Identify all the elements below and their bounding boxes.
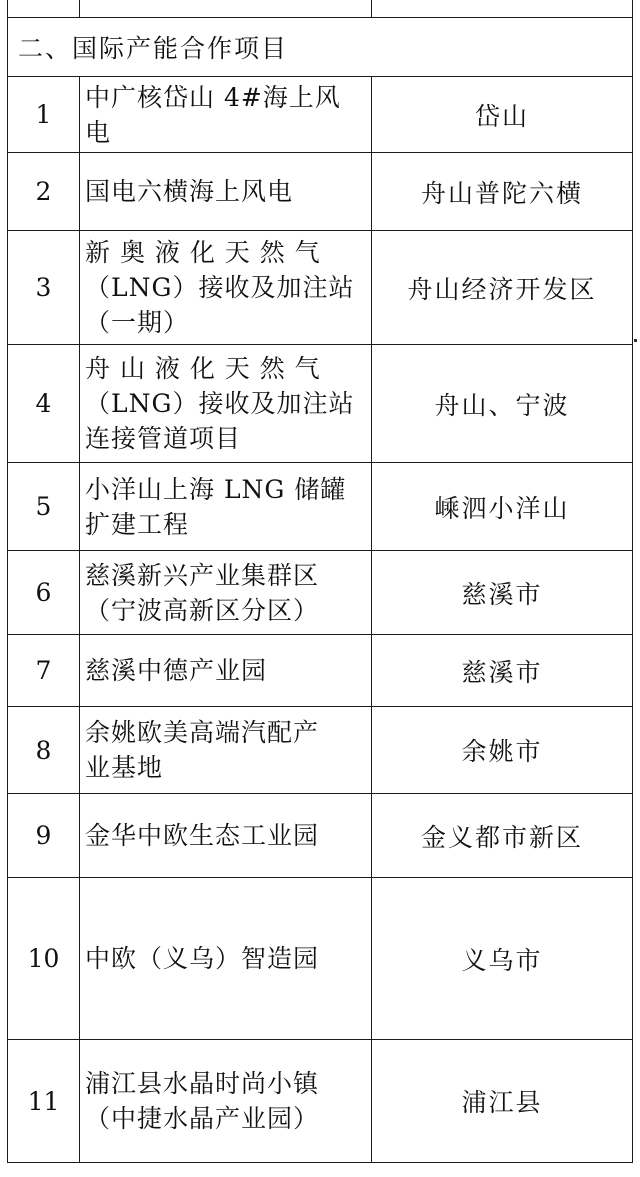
project-name (80, 551, 372, 635)
previous-section-row (8, 0, 633, 18)
table-cell (80, 0, 372, 18)
project-name-line: 浦江县水晶时尚小镇 (85, 1069, 320, 1098)
project-name-line: （LNG）接收及加注站 (85, 389, 355, 418)
table-cell (8, 0, 80, 18)
project-name-line: （一期） (85, 308, 190, 337)
project-name-line: （中捷水晶产业园） (85, 1104, 320, 1133)
project-name-line: 舟 山 液 化 天 然 气 (85, 354, 321, 383)
project-name (80, 878, 372, 1040)
section-header-row (8, 18, 633, 77)
project-location: 舟山经济开发区 (372, 231, 633, 345)
project-location: 慈溪市 (372, 635, 633, 707)
project-name-line: 小洋山上海 LNG 储罐 (85, 474, 347, 504)
project-name (80, 794, 372, 878)
table-row (8, 551, 633, 635)
project-name (80, 345, 372, 463)
project-location: 余姚市 (372, 707, 633, 794)
row-number: 10 (8, 878, 80, 1040)
table-cell (372, 0, 633, 18)
table-row (8, 77, 633, 153)
row-number: 1 (8, 77, 80, 153)
table-row (8, 153, 633, 231)
table-row (8, 878, 633, 1040)
project-name (80, 77, 372, 153)
project-name-line: （LNG）接收及加注站 (85, 273, 355, 302)
row-number: 3 (8, 231, 80, 345)
project-name-line: 中广核岱山 4#海上风 (85, 82, 341, 112)
project-name-line: （宁波高新区分区） (85, 595, 320, 625)
project-name (80, 635, 372, 707)
project-name-line: 余姚欧美高端汽配产 (85, 718, 320, 747)
table-row (8, 707, 633, 794)
project-name (80, 1040, 372, 1163)
row-number: 4 (8, 345, 80, 463)
table-row (8, 463, 633, 551)
project-location: 舟山、宁波 (372, 345, 633, 463)
row-number: 8 (8, 707, 80, 794)
project-name (80, 707, 372, 794)
project-location: 舟山普陀六横 (372, 153, 633, 231)
table-row (8, 345, 633, 463)
row-number: 6 (8, 551, 80, 635)
scan-mark (634, 339, 637, 342)
project-name-line: 新 奥 液 化 天 然 气 (85, 238, 321, 267)
table-row (8, 635, 633, 707)
row-number: 2 (8, 153, 80, 231)
project-name-line: 中欧（义乌）智造园 (85, 944, 320, 973)
project-name-line: 电 (85, 117, 112, 147)
project-location: 浦江县 (372, 1040, 633, 1163)
row-number: 11 (8, 1040, 80, 1163)
project-name (80, 153, 372, 231)
table-row (8, 1040, 633, 1163)
section-title: 二、国际产能合作项目 (8, 18, 633, 77)
table-row (8, 231, 633, 345)
project-location: 慈溪市 (372, 551, 633, 635)
row-number: 9 (8, 794, 80, 878)
row-number: 5 (8, 463, 80, 551)
project-name-line: 金华中欧生态工业园 (85, 821, 320, 850)
project-name-line: 扩建工程 (85, 509, 190, 539)
project-name (80, 463, 372, 551)
project-name-line: 业基地 (85, 753, 164, 782)
project-name-line: 慈溪新兴产业集群区 (85, 560, 320, 590)
project-location: 金义都市新区 (372, 794, 633, 878)
project-location: 嵊泗小洋山 (372, 463, 633, 551)
project-name-line: 连接管道项目 (85, 424, 242, 453)
project-location: 岱山 (372, 77, 633, 153)
project-location: 义乌市 (372, 878, 633, 1040)
project-table (7, 0, 633, 1163)
project-name-line: 慈溪中德产业园 (85, 656, 268, 685)
row-number: 7 (8, 635, 80, 707)
project-name-line: 国电六横海上风电 (85, 177, 294, 206)
table-row (8, 794, 633, 878)
project-name (80, 231, 372, 345)
